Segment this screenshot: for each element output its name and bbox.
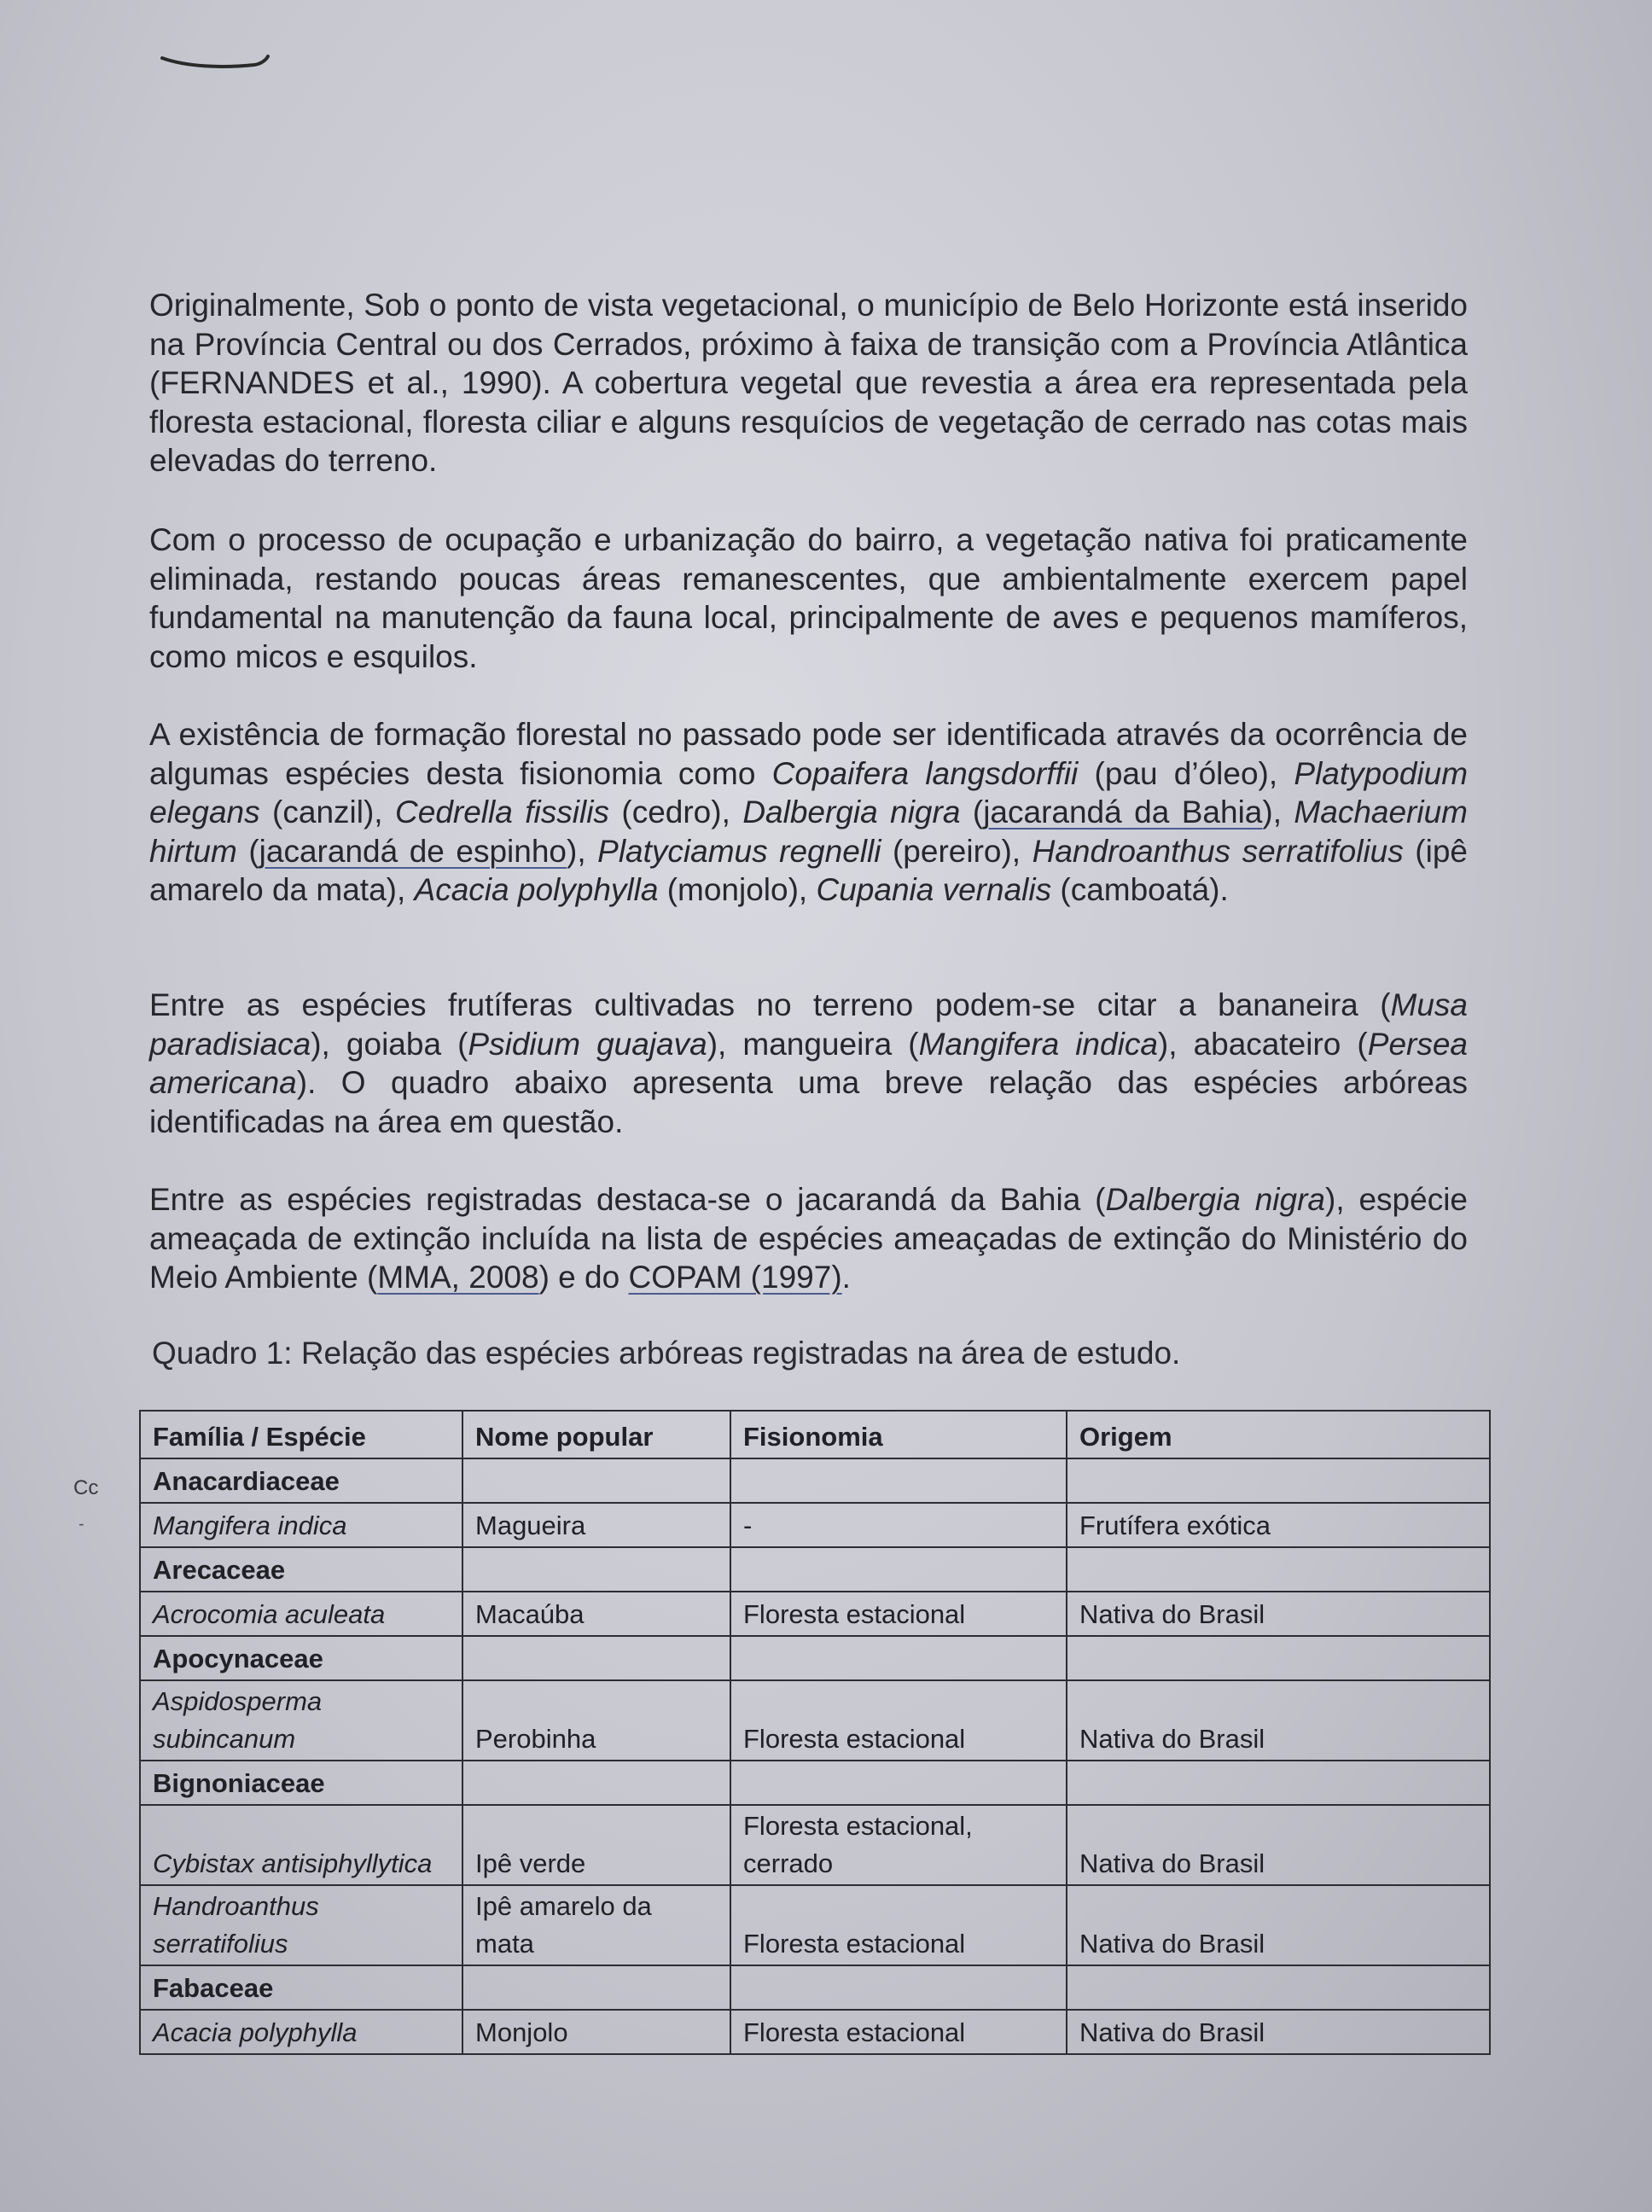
species-cell: Mangifera indica — [140, 1503, 462, 1547]
table-header-row — [140, 1411, 1490, 1458]
table-caption: Quadro 1: Relação das espécies arbóreas registradas na área de estudo. — [152, 1336, 1181, 1371]
paragraph-text: A existência de formação florestal no passado pode ser identificada através da ocorrência de algumas espécies desta fisionomia como Copaifera langsdorffii (pau d’óleo), Platypodium elegans (canzil), Cedrella fissilis (cedro), Dalbergia nigra (jacarandá da Bahia), Machaerium hirtum (jacarandá de espinho), Platyciamus regnelli (pereiro), Handroanthus serratifolius (ipê amarelo da mata), Acacia polyphylla (monjolo), Cupania vernalis (camboatá). — [149, 717, 1469, 908]
species-row — [140, 2010, 1490, 2054]
table-cell: Floresta estacional — [730, 1680, 1067, 1761]
family-cell: Arecaceae — [140, 1547, 462, 1592]
table-cell — [462, 1965, 730, 2010]
table-cell — [1067, 1965, 1490, 2010]
table-cell: Floresta estacional — [730, 2010, 1067, 2054]
species-cell: Aspidosperma subincanum — [140, 1680, 462, 1761]
paragraph-text: Originalmente, Sob o ponto de vista vegetacional, o município de Belo Horizonte está inserido na Província Central ou dos Cerrados, próximo à faixa de transição com a Província Atlântica (FERNANDES et al., 1990). A cobertura vegetal que revestia a área era representada pela floresta estacional, floresta ciliar e alguns resquícios de vegetação de cerrado nas cotas mais elevadas do terreno. — [149, 288, 1468, 479]
table-cell — [1067, 1547, 1490, 1592]
column-header: Origem — [1067, 1411, 1490, 1458]
margin-mark: Cc — [73, 1476, 99, 1499]
family-cell: Apocynaceae — [140, 1636, 462, 1680]
species-cell: Cybistax antisiphyllytica — [140, 1805, 462, 1885]
table-cell: Floresta estacional — [730, 1885, 1067, 1965]
handwritten-underline: MMA, 2008 — [377, 1260, 539, 1295]
species-row — [140, 1885, 1490, 1965]
table-cell: Macaúba — [462, 1592, 730, 1636]
paragraph-urbanization — [149, 521, 1468, 676]
paragraph-forest-species — [149, 715, 1468, 910]
family-row — [140, 1458, 1490, 1503]
column-header: Nome popular — [462, 1411, 730, 1458]
species-cell: Acacia polyphylla — [140, 2010, 462, 2054]
family-row — [140, 1761, 1490, 1805]
table-cell: - — [730, 1503, 1067, 1547]
column-header: Família / Espécie — [140, 1411, 462, 1458]
handwritten-underline: COPAM (1997) — [628, 1260, 842, 1295]
table-cell: Ipê verde — [462, 1805, 730, 1885]
paragraph-threatened-species — [149, 1180, 1468, 1297]
species-table — [139, 1410, 1491, 2055]
family-cell: Fabaceae — [140, 1965, 462, 2010]
table-cell: Floresta estacional, cerrado — [730, 1805, 1067, 1885]
table-cell: Perobinha — [462, 1680, 730, 1761]
handwritten-underline: jacarandá da Bahia — [983, 795, 1263, 830]
paragraph-text: Entre as espécies registradas destaca-se o jacarandá da Bahia (Dalbergia nigra), espécie ameaçada de extinção incluída na lista de espécies ameaçadas de extinção do Ministério do Meio Ambiente (MMA, 2008) e do COPAM (1997). — [149, 1182, 1468, 1295]
paragraph-text: Entre as espécies frutíferas cultivadas no terreno podem-se citar a bananeira (Musa paradisiaca), goiaba (Psidium guajava), mangueira (Mangifera indica), abacateiro (Persea americana). O quadro abaixo apresenta uma breve relação das espécies arbóreas identificadas na área em questão. — [149, 987, 1468, 1139]
table-cell — [462, 1636, 730, 1680]
table-cell — [462, 1761, 730, 1805]
table-cell — [1067, 1458, 1490, 1503]
table-cell: Nativa do Brasil — [1067, 1680, 1490, 1761]
table-cell: Frutífera exótica — [1067, 1503, 1490, 1547]
paragraph-vegetation-origin — [149, 286, 1468, 480]
table-cell — [730, 1547, 1067, 1592]
species-cell: Acrocomia aculeata — [140, 1592, 462, 1636]
table-cell: Floresta estacional — [730, 1592, 1067, 1636]
column-header: Fisionomia — [730, 1411, 1067, 1458]
family-row — [140, 1547, 1490, 1592]
table-cell — [1067, 1636, 1490, 1680]
table-cell: Ipê amarelo da mata — [462, 1885, 730, 1965]
table-cell: Monjolo — [462, 2010, 730, 2054]
paragraph-text: Com o processo de ocupação e urbanização do bairro, a vegetação nativa foi praticamente eliminada, restando poucas áreas remanescentes, que ambientalmente exercem papel fundamental na manutenção da fauna local, principalmente de aves e pequenos mamíferos, como micos e esquilos. — [149, 522, 1468, 674]
species-cell: Handroanthus serratifolius — [140, 1885, 462, 1965]
species-row — [140, 1805, 1490, 1885]
family-cell: Bignoniaceae — [140, 1761, 462, 1805]
handwritten-underline: jacarandá de espinho — [259, 833, 567, 869]
table-cell — [462, 1458, 730, 1503]
table-cell: Nativa do Brasil — [1067, 1805, 1490, 1885]
table-cell — [462, 1547, 730, 1592]
pen-mark — [160, 41, 271, 75]
species-row — [140, 1503, 1490, 1547]
table-cell — [730, 1458, 1067, 1503]
table-cell: Magueira — [462, 1503, 730, 1547]
family-row — [140, 1965, 1490, 2010]
table-cell — [730, 1965, 1067, 2010]
table-cell: Nativa do Brasil — [1067, 1885, 1490, 1965]
family-cell: Anacardiaceae — [140, 1458, 462, 1503]
species-row — [140, 1592, 1490, 1636]
table-cell: Nativa do Brasil — [1067, 2010, 1490, 2054]
margin-dash: - — [79, 1515, 84, 1534]
table-cell: Nativa do Brasil — [1067, 1592, 1490, 1636]
table-cell — [730, 1636, 1067, 1680]
table-cell — [730, 1761, 1067, 1805]
paragraph-fruit-species — [149, 986, 1468, 1141]
family-row — [140, 1636, 1490, 1680]
species-row — [140, 1680, 1490, 1761]
table-cell — [1067, 1761, 1490, 1805]
